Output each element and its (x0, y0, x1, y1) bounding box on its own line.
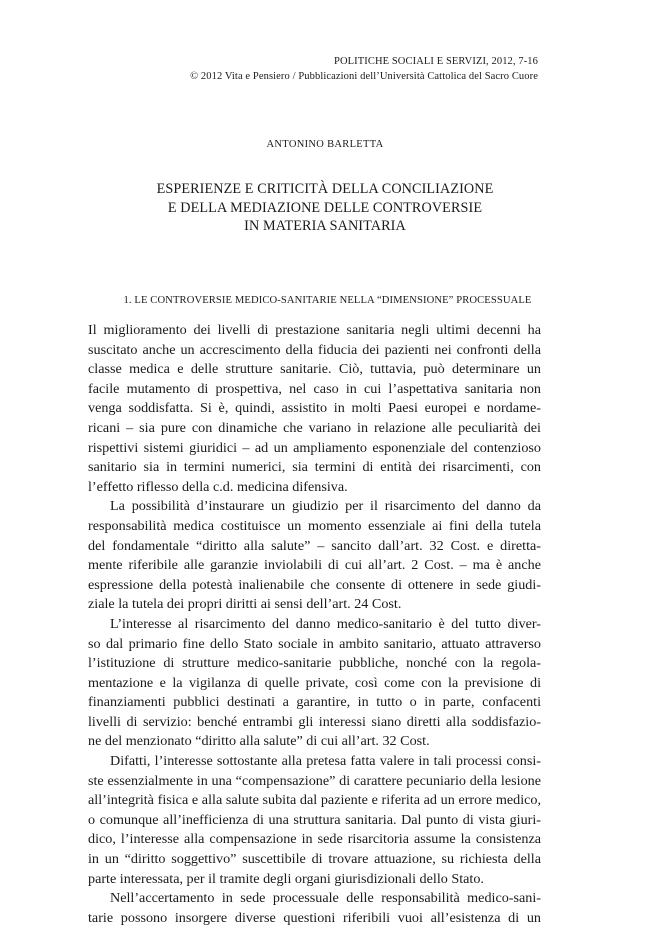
body-line: dico, l’interesse alla compensazione in sede risarcitoria assume la consistenza (88, 831, 541, 848)
body-line: responsabilità medica costituisce un momento essenziale ai fini della tutela (88, 517, 541, 534)
body-line: tarie possono insorgere diverse questioni riferibili vuoi all’esistenza di un (88, 909, 541, 926)
section-heading: 1. LE CONTROVERSIE MEDICO-SANITARIE NELLA “DIMENSIONE” PROCESSUALE (123, 295, 532, 306)
article-title (0, 180, 650, 236)
body-line: all’integrità fisica e alla salute subita dal paziente e riferita ad un errore medico, (88, 792, 541, 809)
body-line: rispettivi sistemi giuridici – ad un ampliamento esponenziale del contenzioso (88, 439, 541, 456)
body-line: mentazione e la vigilanza di quelle private, così come con la previsione di (88, 674, 541, 691)
body-line: L’interesse al risarcimento del danno medico-sanitario è del tutto diver- (110, 615, 541, 632)
article-body (88, 321, 541, 928)
body-line: facile mutamento di prospettiva, nel caso in cui l’aspettativa sanitaria non (88, 380, 541, 397)
journal-citation: POLITICHE SOCIALI E SERVIZI, 2012, 7-16 (334, 56, 538, 67)
body-line: venga soddisfatta. Si è, quindi, assistito in molti Paesi europei e nordame- (88, 400, 541, 417)
body-line: parte interessata, per il tramite degli organi giurisdizionali dello Stato. (88, 870, 484, 887)
body-line: del fondamentale “diritto alla salute” – sancito dall’art. 32 Cost. e diretta- (88, 537, 541, 554)
body-line: ricani – sia pure con dinamiche che variano in relazione alle peculiarità dei (88, 419, 541, 436)
body-line: ne del menzionato “diritto alla salute” di cui all’art. 32 Cost. (88, 733, 430, 750)
body-line: Il miglioramento dei livelli di prestazione sanitaria negli ultimi decenni ha (88, 322, 541, 338)
running-header (190, 54, 538, 84)
body-line: mente riferibile alle garanzie inviolabili di cui all’art. 2 Cost. – ma è anche (88, 557, 541, 574)
body-line: livelli di servizio: benché entrambi gli interessi siano diretti alla soddisfazio- (88, 713, 541, 730)
body-line: so dal primario fine dello Stato sociale in ambito sanitario, attuato attraverso (88, 635, 541, 652)
body-line: l’istituzione di strutture medico-sanitarie pubbliche, nonché con la regola- (88, 655, 541, 672)
body-line: espressione della potestà inalienabile che consente di ottenere in sede giudi- (88, 576, 541, 593)
body-line: sanitario sia in termini numerici, sia termini di entità dei risarcimenti, con (88, 459, 541, 476)
title-line: E DELLA MEDIAZIONE DELLE CONTROVERSIE (167, 199, 483, 216)
body-line: l’effetto riflesso della c.d. medicina difensiva. (88, 478, 348, 495)
body-line: classe medica e delle strutture sanitarie. Ciò, tuttavia, può determinare un (88, 361, 541, 378)
body-line: La possibilità d’instaurare un giudizio per il risarcimento del danno da (110, 498, 541, 515)
body-line: o comunque all’inefficienza di una struttura sanitaria. Dal punto di vista giuri- (88, 811, 541, 828)
body-line: ste essenzialmente in una “compensazione” di carattere pecuniario della lesione (88, 772, 541, 789)
body-line: Difatti, l’interesse sottostante alla pretesa fatta valere in tali processi consi- (110, 753, 541, 770)
body-line: ziale la tutela dei propri diritti ai sensi dell’art. 24 Cost. (88, 596, 402, 613)
author-name: ANTONINO BARLETTA (266, 139, 384, 150)
body-line: Nell’accertamento in sede processuale delle responsabilità medico-sani- (110, 890, 541, 907)
body-line: in un “diritto soggettivo” suscettibile di trovare attuazione, su richiesta della (88, 851, 541, 868)
copyright-notice: © 2012 Vita e Pensiero / Pubblicazioni dell’Università Cattolica del Sacro Cuore (190, 71, 538, 82)
body-line: finanziamenti pubblici destinati a garantire, in tutto o in parte, confacenti (88, 694, 541, 711)
body-line: suscitato anche un accrescimento della fiducia dei pazienti nei confronti della (88, 341, 541, 358)
title-line: ESPERIENZE E CRITICITÀ DELLA CONCILIAZIONE (156, 181, 494, 197)
title-line: IN MATERIA SANITARIA (244, 218, 406, 234)
